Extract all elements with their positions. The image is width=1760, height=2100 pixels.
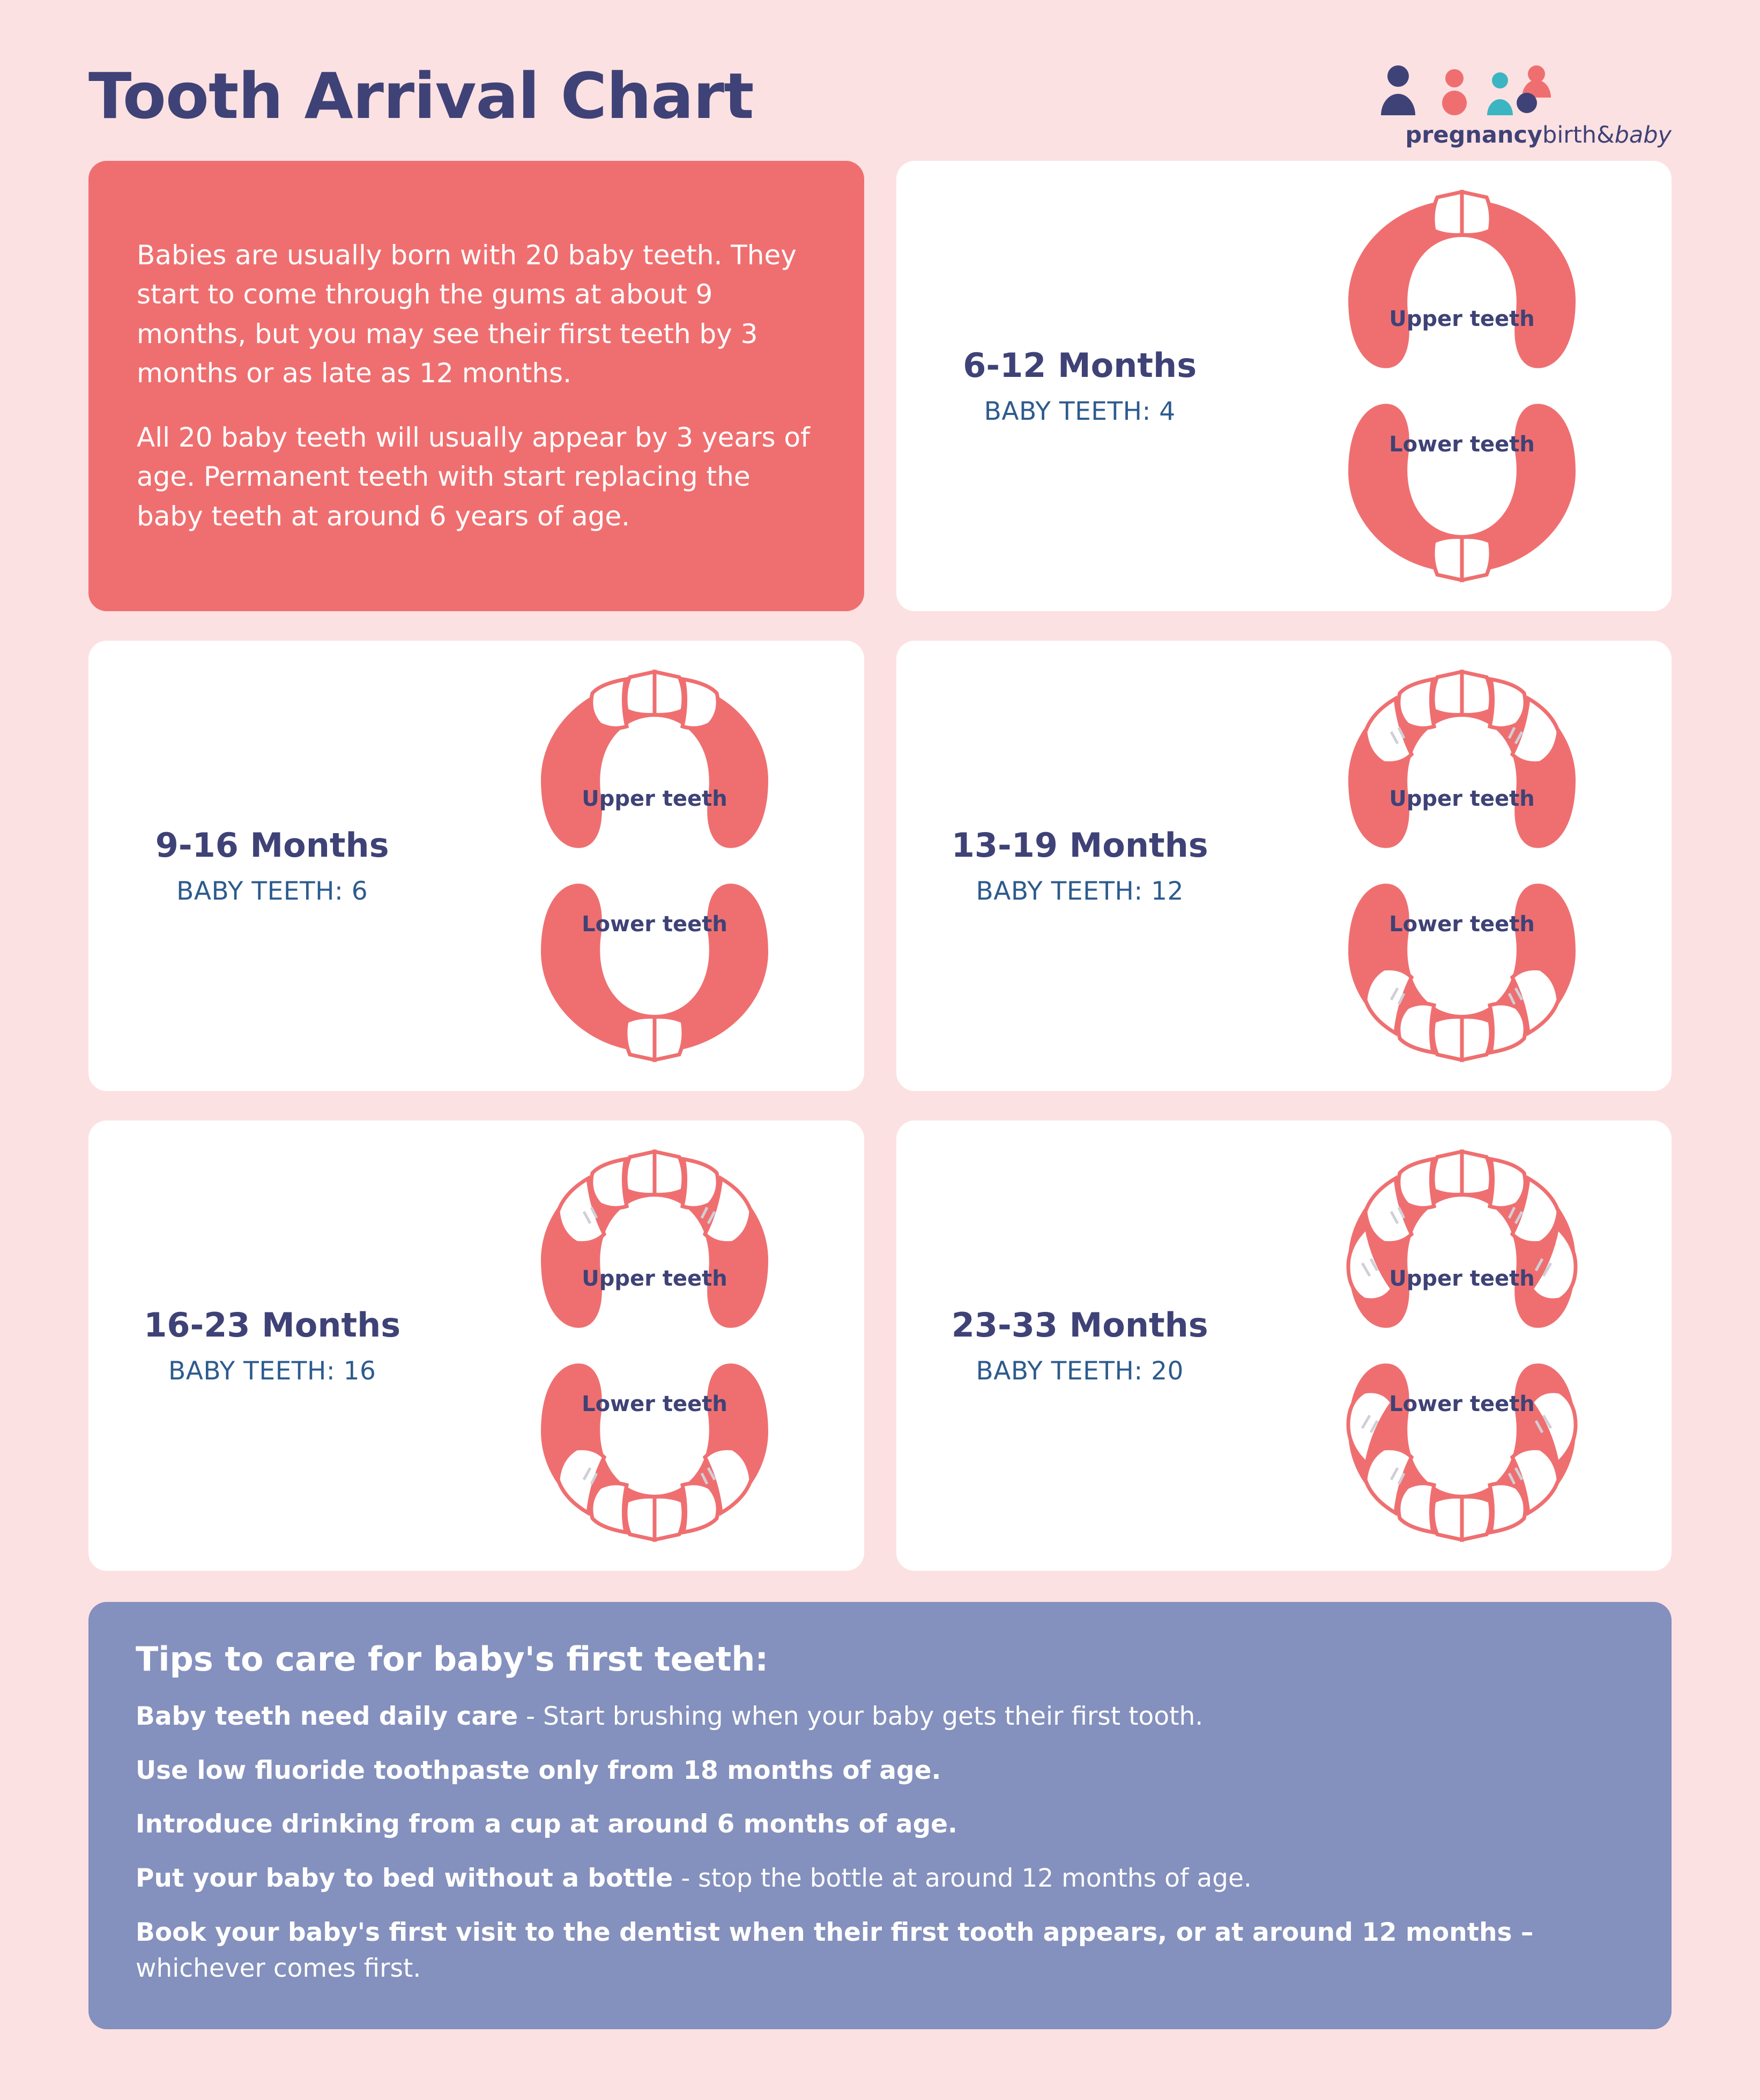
upper-tooth-4 xyxy=(1462,192,1491,235)
brand-part-1: pregnancy xyxy=(1405,122,1543,149)
stage-age: 16-23 Months xyxy=(144,1305,401,1345)
lower-tooth-2 xyxy=(1399,1004,1434,1052)
upper-tooth-6 xyxy=(682,1159,718,1208)
mouth-svg xyxy=(1323,188,1601,584)
mouth-svg xyxy=(515,667,794,1064)
lower-tooth-5 xyxy=(1433,1497,1462,1540)
tips-heading: Tips to care for baby's first teeth: xyxy=(136,1639,769,1679)
lower-tooth-4 xyxy=(626,1497,655,1540)
upper-tooth-3 xyxy=(591,1159,627,1208)
page-header xyxy=(88,0,1672,161)
tip-rest: whichever comes first. xyxy=(136,1953,421,1983)
upper-tooth-4 xyxy=(655,672,684,715)
tip-bold: Use low fluoride toothpaste only from 18 months of age. xyxy=(136,1755,941,1785)
tip-rest: - stop the bottle at around 12 months of age. xyxy=(673,1864,1252,1894)
upper-tooth-5 xyxy=(1433,1152,1462,1194)
lower-tooth-6 xyxy=(682,1483,718,1532)
tip-item xyxy=(136,1699,1624,1735)
tip-item xyxy=(136,1753,1624,1789)
stage-teeth-count: BABY TEETH: 12 xyxy=(976,877,1184,906)
upper-tooth-6 xyxy=(1462,1152,1491,1194)
upper-tooth-5 xyxy=(655,1152,684,1194)
lower-tooth-7 xyxy=(1490,1483,1525,1532)
tip-bold: Introduce drinking from a cup at around 6 months of age. xyxy=(136,1809,957,1839)
upper-tooth-3 xyxy=(1433,672,1462,715)
stage-grid xyxy=(88,161,1672,1571)
tip-item xyxy=(136,1861,1624,1897)
page-title: Tooth Arrival Chart xyxy=(88,59,754,133)
stage-teeth-count: BABY TEETH: 16 xyxy=(168,1356,376,1386)
stage-card-6-12-months xyxy=(896,161,1672,611)
stage-labels xyxy=(88,826,445,906)
stage-card-16-23-months xyxy=(88,1121,864,1571)
lower-tooth-3 xyxy=(591,1483,627,1532)
upper-tooth-4 xyxy=(626,1152,655,1194)
upper-tooth-3 xyxy=(1433,192,1462,235)
upper-teeth-label: Upper teeth xyxy=(1389,786,1535,811)
tip-rest: - Start brushing when your baby gets their first tooth. xyxy=(518,1702,1204,1731)
lower-tooth-5 xyxy=(1490,1004,1525,1052)
upper-teeth-label: Upper teeth xyxy=(582,786,727,811)
lower-tooth-3 xyxy=(626,1017,655,1060)
stage-labels xyxy=(88,1305,445,1386)
stage-teeth-count: BABY TEETH: 6 xyxy=(176,877,368,906)
tips-panel xyxy=(88,1602,1672,2029)
upper-tooth-5 xyxy=(682,679,718,728)
stage-card-23-33-months xyxy=(896,1121,1672,1571)
lower-teeth-label: Lower teeth xyxy=(1389,912,1535,937)
tip-bold: Baby teeth need daily care xyxy=(136,1702,518,1731)
upper-tooth-2 xyxy=(1399,679,1434,728)
stage-labels xyxy=(896,826,1253,906)
lower-teeth-label: Lower teeth xyxy=(582,912,727,937)
upper-tooth-2 xyxy=(591,679,627,728)
tip-bold: Put your baby to bed without a bottle xyxy=(136,1864,673,1894)
mouth-diagram-6-12 xyxy=(1253,188,1672,584)
brand-wordmark xyxy=(1366,122,1672,149)
stage-card-13-19-months xyxy=(896,641,1672,1091)
upper-tooth-3 xyxy=(626,672,655,715)
intro-paragraph-1: Babies are usually born with 20 baby teeth. They start to come through the gums at about 9 months, but you may see their first teeth by 3 months or as late as 12 months. xyxy=(137,239,797,389)
upper-teeth-label: Upper teeth xyxy=(582,1266,727,1291)
mouth-diagram-23-33 xyxy=(1253,1147,1672,1544)
stage-age: 13-19 Months xyxy=(951,826,1208,865)
mouth-svg xyxy=(1323,667,1601,1064)
stage-labels xyxy=(896,1305,1253,1386)
intro-paragraph-2: All 20 baby teeth will usually appear by 3 years of age. Permanent teeth with start replacing the baby teeth at around 6 years of age. xyxy=(137,421,810,532)
mouth-diagram-16-23 xyxy=(445,1147,864,1544)
upper-tooth-5 xyxy=(1490,679,1525,728)
upper-teeth-label: Upper teeth xyxy=(1389,1266,1535,1291)
brand-block xyxy=(1366,64,1672,149)
stage-age: 23-33 Months xyxy=(951,1305,1208,1345)
stage-labels xyxy=(896,346,1253,426)
upper-teeth-label: Upper teeth xyxy=(1389,307,1535,331)
mouth-diagram-13-19 xyxy=(1253,667,1672,1064)
upper-tooth-4 xyxy=(1462,672,1491,715)
stage-teeth-count: BABY TEETH: 20 xyxy=(976,1356,1184,1386)
pregnancy-birth-baby-logo-icon xyxy=(1366,64,1672,115)
brand-part-2: birth& xyxy=(1542,122,1615,149)
lower-teeth-label: Lower teeth xyxy=(582,1392,727,1416)
lower-teeth-label: Lower teeth xyxy=(1389,432,1535,457)
stage-card-9-16-months xyxy=(88,641,864,1091)
tip-item xyxy=(136,1807,1624,1843)
lower-tooth-3 xyxy=(1433,537,1462,580)
upper-tooth-4 xyxy=(1399,1159,1434,1208)
tip-item xyxy=(136,1915,1624,1986)
stage-age: 6-12 Months xyxy=(963,346,1197,385)
lower-tooth-4 xyxy=(655,1017,684,1060)
mouth-svg xyxy=(1323,1147,1601,1544)
stage-teeth-count: BABY TEETH: 4 xyxy=(984,397,1176,426)
lower-tooth-4 xyxy=(1462,1017,1491,1060)
stage-age: 9-16 Months xyxy=(155,826,389,865)
mouth-diagram-9-16 xyxy=(445,667,864,1064)
intro-card xyxy=(88,161,864,611)
lower-tooth-5 xyxy=(655,1497,684,1540)
lower-tooth-3 xyxy=(1433,1017,1462,1060)
brand-part-3: baby xyxy=(1614,122,1672,149)
mouth-svg xyxy=(515,1147,794,1544)
lower-teeth-label: Lower teeth xyxy=(1389,1392,1535,1416)
tip-bold: Book your baby's first visit to the dentist when their first tooth appears, or at around 12 months – xyxy=(136,1917,1534,1947)
lower-tooth-4 xyxy=(1399,1483,1434,1532)
lower-tooth-4 xyxy=(1462,537,1491,580)
upper-tooth-7 xyxy=(1490,1159,1525,1208)
lower-tooth-6 xyxy=(1462,1497,1491,1540)
